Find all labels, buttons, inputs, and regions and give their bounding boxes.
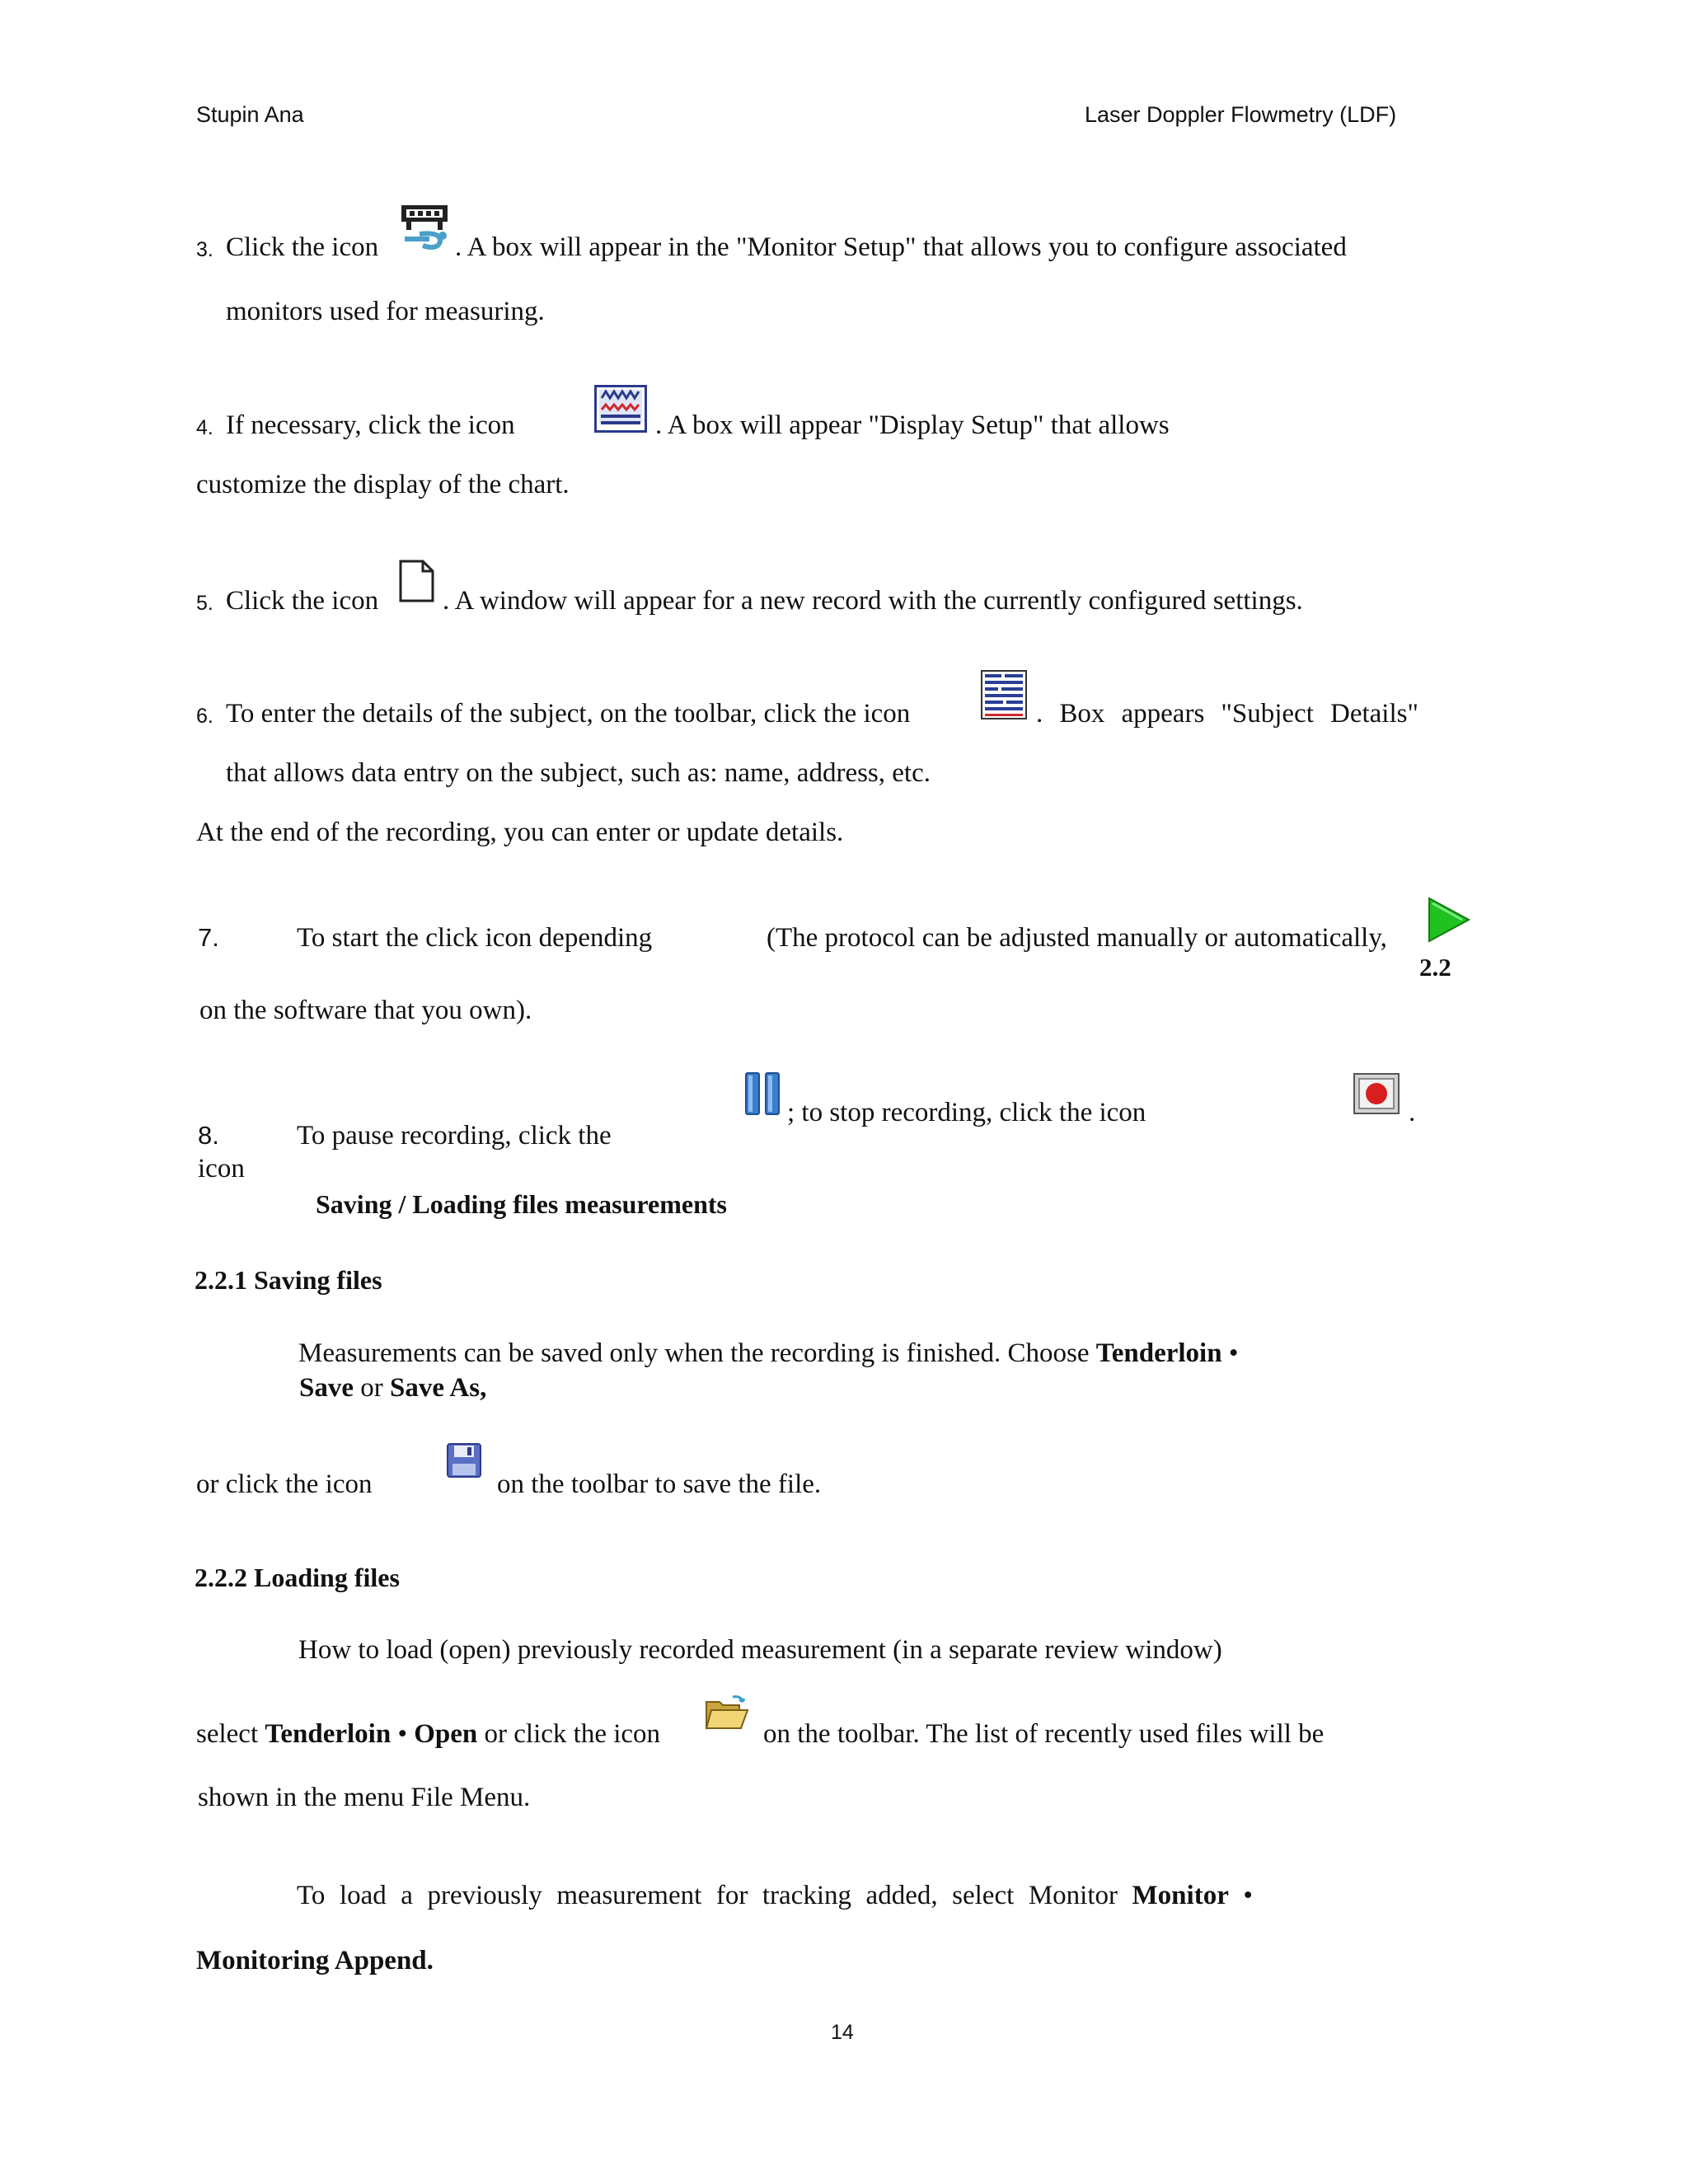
step-3-text-a: Click the icon: [226, 232, 379, 262]
step-6-text-b-1: .: [1036, 699, 1043, 729]
p4-word-1: To: [297, 1881, 326, 1910]
save-disk-icon: [446, 1442, 482, 1479]
p4-word-4: previously: [427, 1881, 542, 1910]
step-6-number: 6.: [196, 705, 213, 728]
step-4-text-a: If necessary, click the icon: [226, 410, 515, 440]
step-6-text-line3: At the end of the recording, you can enter or update details.: [196, 818, 844, 847]
p4-word-6: for: [715, 1881, 748, 1910]
saving-menu-save-as: Save As,: [390, 1373, 487, 1403]
loading-bullet: •: [391, 1719, 415, 1749]
pause-icon: [744, 1071, 781, 1116]
step-6-text-b: [1036, 699, 1418, 729]
step-3-number: 3.: [196, 238, 213, 261]
section-number: 2.2: [1419, 953, 1451, 982]
loading-paragraph-line5: Monitoring Append.: [196, 1946, 434, 1975]
saving-paragraph-line1: [298, 1338, 1238, 1369]
step-7-number: 7.: [198, 923, 219, 952]
p4-word-8: added,: [865, 1881, 938, 1910]
loading-menu-open: Open: [414, 1719, 478, 1749]
loading-paragraph-line4: [297, 1881, 1253, 1911]
header-author: Stupin Ana: [196, 102, 304, 127]
step-6-text-b-5: Details": [1330, 699, 1418, 729]
step-4-text-b: . A box will appear "Display Setup" that allows: [655, 410, 1170, 440]
step-6-text-b-3: appears: [1121, 699, 1205, 729]
open-folder-icon: [705, 1694, 749, 1732]
display-setup-icon: [594, 385, 647, 433]
step-8-text-b: ; to stop recording, click the icon: [787, 1098, 1146, 1127]
saving-text: Measurements can be saved only when the recording is finished. Choose: [298, 1338, 1096, 1368]
step-6-text-b-2: Box: [1059, 699, 1105, 729]
step-7-text-b: (The protocol can be adjusted manually or automatically,: [767, 923, 1387, 953]
subject-details-icon: [980, 669, 1028, 720]
loading-paragraph-line2-b: on the toolbar. The list of recently used files will be: [763, 1719, 1325, 1749]
loading-paragraph-line1: How to load (open) previously recorded measurement (in a separate review window): [298, 1635, 1222, 1665]
saving-menu-tenderloin: Tenderloin: [1095, 1338, 1222, 1368]
step-6-text-line2: that allows data entry on the subject, such as: name, address, etc.: [226, 758, 931, 788]
step-7-text-line2: on the software that you own).: [199, 996, 532, 1025]
loading-menu-tenderloin: Tenderloin: [265, 1719, 392, 1749]
p4-word-9: select: [952, 1881, 1015, 1910]
saving-or: or: [354, 1373, 390, 1403]
saving-menu-save: Save: [299, 1373, 354, 1403]
step-5-text-a: Click the icon: [226, 586, 379, 616]
loading-or-click: or click the icon: [477, 1719, 661, 1749]
step-8-text-a: To pause recording, click the: [297, 1121, 612, 1151]
saving-heading: 2.2.1 Saving files: [195, 1265, 382, 1295]
stop-record-icon: [1353, 1072, 1400, 1115]
p4-word-5: measurement: [556, 1881, 702, 1910]
step-4-text-line2: customize the display of the chart.: [196, 470, 570, 499]
loading-paragraph-line3: shown in the menu File Menu.: [198, 1783, 531, 1812]
loading-heading: 2.2.2 Loading files: [195, 1563, 400, 1592]
p4-word-10: Monitor: [1028, 1881, 1118, 1910]
step-5-number: 5.: [196, 592, 213, 615]
p4-menu-monitor: Monitor: [1132, 1881, 1229, 1910]
p4-word-3: a: [401, 1881, 413, 1910]
step-5-text-b: . A window will appear for a new record with the currently configured settings.: [443, 586, 1303, 616]
p4-word-7: tracking: [762, 1881, 851, 1910]
step-6-text-a: To enter the details of the subject, on the toolbar, click the icon: [226, 699, 911, 729]
page-number: 14: [831, 2021, 854, 2044]
loading-select: select: [196, 1719, 265, 1749]
step-8-number: 8.: [198, 1121, 219, 1150]
section-title: Saving / Loading files measurements: [316, 1189, 727, 1219]
step-8-text-end: .: [1409, 1098, 1416, 1127]
p4-bullet: •: [1243, 1881, 1253, 1910]
play-icon: [1426, 897, 1472, 943]
monitor-setup-icon: [400, 203, 451, 254]
saving-bullet: •: [1221, 1338, 1239, 1368]
step-6-text-b-4: "Subject: [1221, 699, 1314, 729]
step-3-text-line2: monitors used for measuring.: [226, 297, 545, 326]
loading-paragraph-line2-a: [196, 1719, 660, 1750]
new-document-icon: [398, 559, 436, 603]
saving-paragraph-line3-a: or click the icon: [196, 1469, 373, 1499]
header-title: Laser Doppler Flowmetry (LDF): [1085, 102, 1397, 127]
step-3-text-b: . A box will appear in the "Monitor Setup" that allows you to configure associated: [455, 232, 1347, 262]
saving-paragraph-line2: [299, 1373, 486, 1404]
step-4-number: 4.: [196, 416, 213, 439]
step-8-text-icon: icon: [198, 1154, 245, 1183]
saving-paragraph-line3-b: on the toolbar to save the file.: [497, 1469, 822, 1499]
step-7-text-a: To start the click icon depending: [297, 923, 653, 953]
p4-word-2: load: [339, 1881, 387, 1910]
